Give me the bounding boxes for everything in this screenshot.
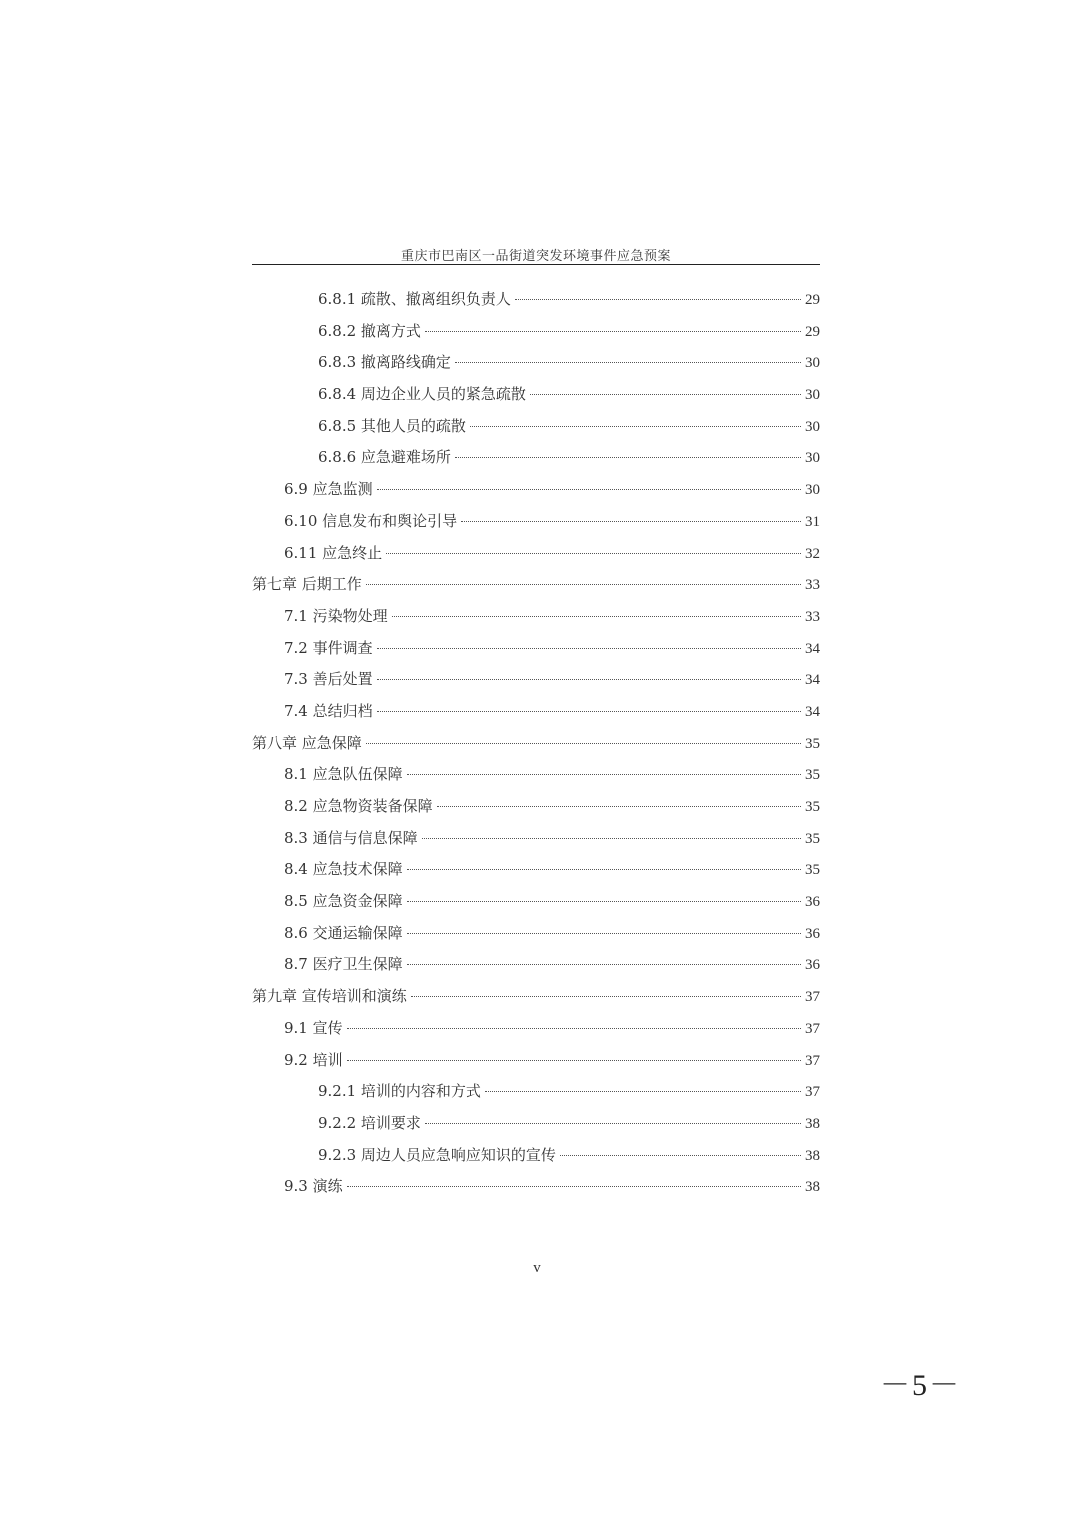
- toc-entry-page: 29: [805, 292, 820, 308]
- toc-entry-label: 8.2 应急物资装备保障: [284, 797, 433, 815]
- toc-dot-leader: [347, 1060, 801, 1061]
- toc-entry-page: 37: [805, 1052, 820, 1069]
- toc-entry-label: 第七章 后期工作: [252, 575, 362, 594]
- toc-entry[interactable]: [252, 953, 820, 985]
- toc-dot-leader: [366, 743, 801, 744]
- toc-entry-label: 6.8.5 其他人员的疏散: [318, 416, 466, 435]
- toc-entry-label: 6.8.1 疏散、撤离组织负责人: [318, 290, 511, 308]
- toc-entry-label: 9.2.1 培训的内容和方式: [318, 1082, 481, 1101]
- toc-entry-page: 38: [805, 1147, 820, 1164]
- toc-entry[interactable]: [252, 351, 820, 383]
- toc-dot-leader: [461, 521, 801, 522]
- toc-entry-label: 9.1 宣传: [284, 1018, 343, 1037]
- toc-entry[interactable]: [252, 763, 820, 795]
- toc-entry-page: 38: [805, 1179, 820, 1196]
- toc-dot-leader: [392, 616, 801, 617]
- toc-entry-page: 30: [805, 482, 820, 499]
- toc-entry[interactable]: [252, 985, 820, 1017]
- toc-dot-leader: [407, 869, 801, 870]
- toc-entry[interactable]: [252, 732, 820, 764]
- toc-entry-label: 6.8.6 应急避难场所: [318, 448, 451, 467]
- toc-dot-leader: [407, 774, 801, 775]
- toc-dot-leader: [407, 964, 801, 965]
- toc-entry-page: 33: [805, 577, 820, 594]
- toc-entry-page: 30: [805, 450, 820, 467]
- toc-entry-label: 6.9 应急监测: [284, 480, 373, 499]
- toc-entry[interactable]: [252, 1080, 820, 1112]
- toc-entry[interactable]: [252, 890, 820, 922]
- toc-entry[interactable]: [252, 922, 820, 954]
- toc-entry-page: 34: [805, 672, 820, 689]
- toc-entry-page: 35: [805, 799, 820, 815]
- toc-entry-label: 7.3 善后处置: [284, 670, 373, 689]
- toc-entry[interactable]: [252, 1049, 820, 1081]
- toc-entry-page: 33: [805, 608, 820, 625]
- toc-entry-label: 9.2.2 培训要求: [318, 1113, 421, 1132]
- toc-dot-leader: [515, 299, 801, 300]
- toc-entry-label: 第八章 应急保障: [252, 733, 362, 752]
- toc-dot-leader: [386, 553, 801, 554]
- toc-entry[interactable]: [252, 1144, 820, 1176]
- toc-entry-page: 37: [805, 989, 820, 1006]
- toc-entry[interactable]: [252, 1112, 820, 1144]
- toc-dot-leader: [377, 648, 801, 649]
- toc-entry[interactable]: [252, 605, 820, 637]
- toc-entry-page: 34: [805, 640, 820, 657]
- toc-entry[interactable]: [252, 415, 820, 447]
- toc-entry[interactable]: [252, 573, 820, 605]
- toc-dot-leader: [377, 711, 801, 712]
- toc-entry-label: 9.2.3 周边人员应急响应知识的宣传: [318, 1145, 556, 1164]
- toc-entry-page: 31: [805, 513, 820, 530]
- toc-dot-leader: [377, 679, 801, 680]
- toc-entry[interactable]: [252, 700, 820, 732]
- toc-dot-leader: [407, 901, 801, 902]
- toc-entry-page: 30: [805, 387, 820, 404]
- toc-entry[interactable]: [252, 446, 820, 478]
- toc-dot-leader: [455, 457, 801, 458]
- page-number: －5－: [880, 1369, 961, 1402]
- toc-dot-leader: [377, 489, 801, 490]
- toc-entry-label: 8.1 应急队伍保障: [284, 765, 403, 784]
- toc-dot-leader: [347, 1028, 801, 1029]
- toc-entry-label: 6.8.2 撤离方式: [318, 321, 421, 340]
- toc-entry-page: 35: [805, 862, 820, 879]
- toc-entry-label: 7.4 总结归档: [284, 701, 373, 720]
- toc-entry-label: 7.1 污染物处理: [284, 606, 388, 625]
- table-of-contents: [252, 288, 820, 1207]
- toc-entry[interactable]: [252, 637, 820, 669]
- toc-entry[interactable]: [252, 1017, 820, 1049]
- toc-entry-label: 6.10 信息发布和舆论引导: [284, 511, 458, 530]
- toc-entry-page: 35: [805, 830, 820, 847]
- toc-entry-label: 8.4 应急技术保障: [284, 860, 403, 879]
- toc-entry-page: 37: [805, 1084, 820, 1101]
- toc-dot-leader: [530, 394, 801, 395]
- toc-entry-label: 8.7 医疗卫生保障: [284, 955, 403, 974]
- toc-entry[interactable]: [252, 795, 820, 827]
- toc-entry-page: 36: [805, 925, 820, 942]
- toc-entry[interactable]: [252, 858, 820, 890]
- roman-page-number: v: [533, 1260, 541, 1276]
- toc-entry-page: 29: [805, 323, 820, 340]
- toc-entry[interactable]: [252, 827, 820, 859]
- toc-entry-page: 32: [805, 545, 820, 562]
- toc-entry-label: 6.8.4 周边企业人员的紧急疏散: [318, 385, 526, 404]
- toc-dot-leader: [425, 1123, 801, 1124]
- toc-dot-leader: [411, 996, 801, 997]
- toc-entry-page: 36: [805, 894, 820, 911]
- toc-dot-leader: [425, 331, 801, 332]
- toc-entry-page: 34: [805, 703, 820, 720]
- toc-dot-leader: [422, 838, 801, 839]
- toc-entry[interactable]: [252, 320, 820, 352]
- toc-dot-leader: [366, 584, 801, 585]
- toc-entry[interactable]: [252, 478, 820, 510]
- toc-dot-leader: [347, 1186, 801, 1187]
- toc-entry-label: 7.2 事件调查: [284, 638, 373, 657]
- toc-entry-page: 37: [805, 1020, 820, 1037]
- document-header-title: 重庆市巴南区一品街道突发环境事件应急预案: [400, 249, 671, 264]
- toc-entry[interactable]: [252, 668, 820, 700]
- toc-entry-page: 30: [805, 418, 820, 435]
- toc-entry-page: 35: [805, 735, 820, 752]
- toc-entry-label: 第九章 宣传培训和演练: [252, 987, 407, 1006]
- toc-dot-leader: [437, 806, 801, 807]
- toc-entry[interactable]: [252, 288, 820, 320]
- toc-entry-label: 9.2 培训: [284, 1050, 343, 1069]
- toc-entry-page: 30: [805, 355, 820, 372]
- toc-entry-label: 9.3 演练: [284, 1177, 343, 1196]
- toc-dot-leader: [470, 426, 801, 427]
- toc-entry[interactable]: [252, 510, 820, 542]
- toc-entry[interactable]: [252, 383, 820, 415]
- toc-dot-leader: [560, 1155, 801, 1156]
- toc-entry-page: 36: [805, 957, 820, 974]
- toc-dot-leader: [485, 1091, 801, 1092]
- header-divider: [252, 264, 820, 265]
- toc-dot-leader: [455, 362, 801, 363]
- toc-entry-page: 38: [805, 1115, 820, 1132]
- toc-entry-label: 6.11 应急终止: [284, 543, 383, 562]
- toc-entry-label: 8.3 通信与信息保障: [284, 828, 418, 847]
- toc-entry-label: 8.5 应急资金保障: [284, 892, 403, 911]
- toc-dot-leader: [407, 933, 801, 934]
- toc-entry-page: 35: [805, 767, 820, 784]
- toc-entry-label: 6.8.3 撤离路线确定: [318, 353, 451, 372]
- toc-entry[interactable]: [252, 542, 820, 574]
- toc-entry-label: 8.6 交通运输保障: [284, 923, 403, 942]
- toc-entry[interactable]: [252, 1175, 820, 1207]
